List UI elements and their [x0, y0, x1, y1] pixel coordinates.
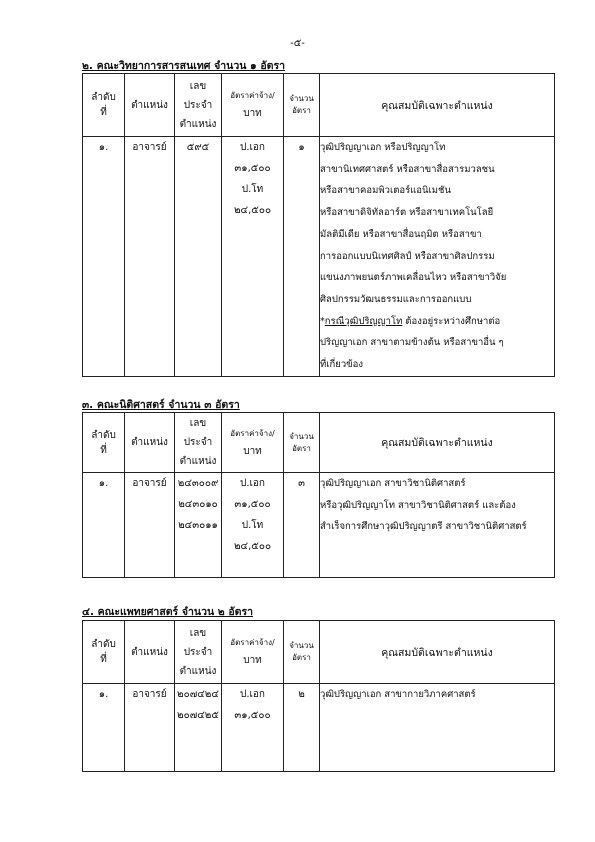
- cell-salary: ป.เอก ๓๑,๕๐๐ ป.โท ๒๔,๕๐๐: [222, 473, 284, 578]
- header-order: ลำดับ ที่: [83, 621, 125, 684]
- cell-position: อาจารย์: [125, 684, 175, 772]
- cell-order: ๑.: [83, 473, 125, 578]
- cell-position: อาจารย์: [125, 473, 175, 578]
- header-count: จำนวน อัตรา: [284, 621, 320, 684]
- position-table-information-science: [82, 73, 555, 377]
- header-order: ลำดับ ที่: [83, 74, 125, 137]
- header-position: ตำแหน่ง: [125, 621, 175, 684]
- cell-count: ๑: [284, 137, 320, 377]
- cell-qualifications: วุฒิปริญญาเอก หรือปริญญาโท สาขานิเทศศาสตร์ หรือสาขาสื่อสารมวลชน หรือสาขาคอมพิวเตอร์แอนิเมชัน หรือสาขาดิจิทัลอาร์ต หรือสาขาเทคโนโลยี มัลติมีเดีย หรือสาขาสื่อนฤมิต หรือสาขา การออกแบบนิเทศศิลป์ หรือสาขาศิลปกรรม แขนงภาพยนตร์ภาพเคลื่อนไหว หรือสาขาวิจัย ศิลปกรรมวัฒนธรรมและการออกแบบ *กรณีวุฒิปริญญาโท ต้องอยู่ระหว่างศึกษาต่อ ปริญญาเอก สาขาตามข้างต้น หรือสาขาอื่น ๆ ที่เกี่ยวข้อง: [320, 137, 555, 377]
- header-position-number: เลข ประจำ ตำแหน่ง: [175, 74, 222, 137]
- header-count: จำนวน อัตรา: [284, 413, 320, 473]
- position-table-medicine: [82, 620, 555, 772]
- cell-order: ๑.: [83, 137, 125, 377]
- header-position: ตำแหน่ง: [125, 74, 175, 137]
- header-qualifications: คุณสมบัติเฉพาะตำแหน่ง: [320, 621, 555, 684]
- header-salary: อัตราค่าจ้าง/ บาท: [222, 74, 284, 137]
- cell-qualifications: วุฒิปริญญาเอก สาขากายวิภาคศาสตร์: [320, 684, 555, 772]
- cell-count: ๒: [284, 684, 320, 772]
- section-title-medicine: ๔. คณะแพทยศาสตร์ จำนวน ๒ อัตรา: [82, 606, 254, 618]
- table-row: [83, 137, 555, 377]
- section-title-information-science: ๒. คณะวิทยาการสารสนเทศ จำนวน ๑ อัตรา: [82, 60, 286, 72]
- cell-count: ๓: [284, 473, 320, 578]
- header-order: ลำดับ ที่: [83, 413, 125, 473]
- page-number: -๕-: [290, 38, 305, 49]
- header-count: จำนวน อัตรา: [284, 74, 320, 137]
- header-position-number: เลข ประจำ ตำแหน่ง: [175, 621, 222, 684]
- header-position-number: เลข ประจำ ตำแหน่ง: [175, 413, 222, 473]
- cell-position: อาจารย์: [125, 137, 175, 377]
- position-table-law: [82, 412, 555, 578]
- header-qualifications: คุณสมบัติเฉพาะตำแหน่ง: [320, 413, 555, 473]
- table-header-row: [83, 413, 555, 473]
- cell-order: ๑.: [83, 684, 125, 772]
- section-title-law: ๓. คณะนิติศาสตร์ จำนวน ๓ อัตรา: [82, 399, 240, 411]
- qualification-note: *กรณีวุฒิปริญญาโท ต้องอยู่ระหว่างศึกษาต่อ: [320, 315, 501, 327]
- table-header-row: [83, 621, 555, 684]
- cell-position-number: ๕๙๕: [175, 137, 222, 377]
- cell-qualifications: วุฒิปริญญาเอก สาขาวิชานิติศาสตร์ หรือวุฒิปริญญาโท สาขาวิชานิติศาสตร์ และต้อง สำเร็จการศึกษาวุฒิปริญญาตรี สาขาวิชานิติศาสตร์: [320, 473, 555, 578]
- cell-position-number: ๒๐๗๔๒๔ ๒๐๗๔๒๕: [175, 684, 222, 772]
- header-qualifications: คุณสมบัติเฉพาะตำแหน่ง: [320, 74, 555, 137]
- header-position: ตำแหน่ง: [125, 413, 175, 473]
- header-salary: อัตราค่าจ้าง/ บาท: [222, 621, 284, 684]
- table-row: [83, 473, 555, 578]
- cell-position-number: ๒๔๓๐๐๙ ๒๔๓๐๑๐ ๒๔๓๐๑๑: [175, 473, 222, 578]
- header-salary: อัตราค่าจ้าง/ บาท: [222, 413, 284, 473]
- cell-salary: ป.เอก ๓๑,๕๐๐: [222, 684, 284, 772]
- cell-salary: ป.เอก ๓๑,๕๐๐ ป.โท ๒๔,๕๐๐: [222, 137, 284, 377]
- table-header-row: [83, 74, 555, 137]
- table-row: [83, 684, 555, 772]
